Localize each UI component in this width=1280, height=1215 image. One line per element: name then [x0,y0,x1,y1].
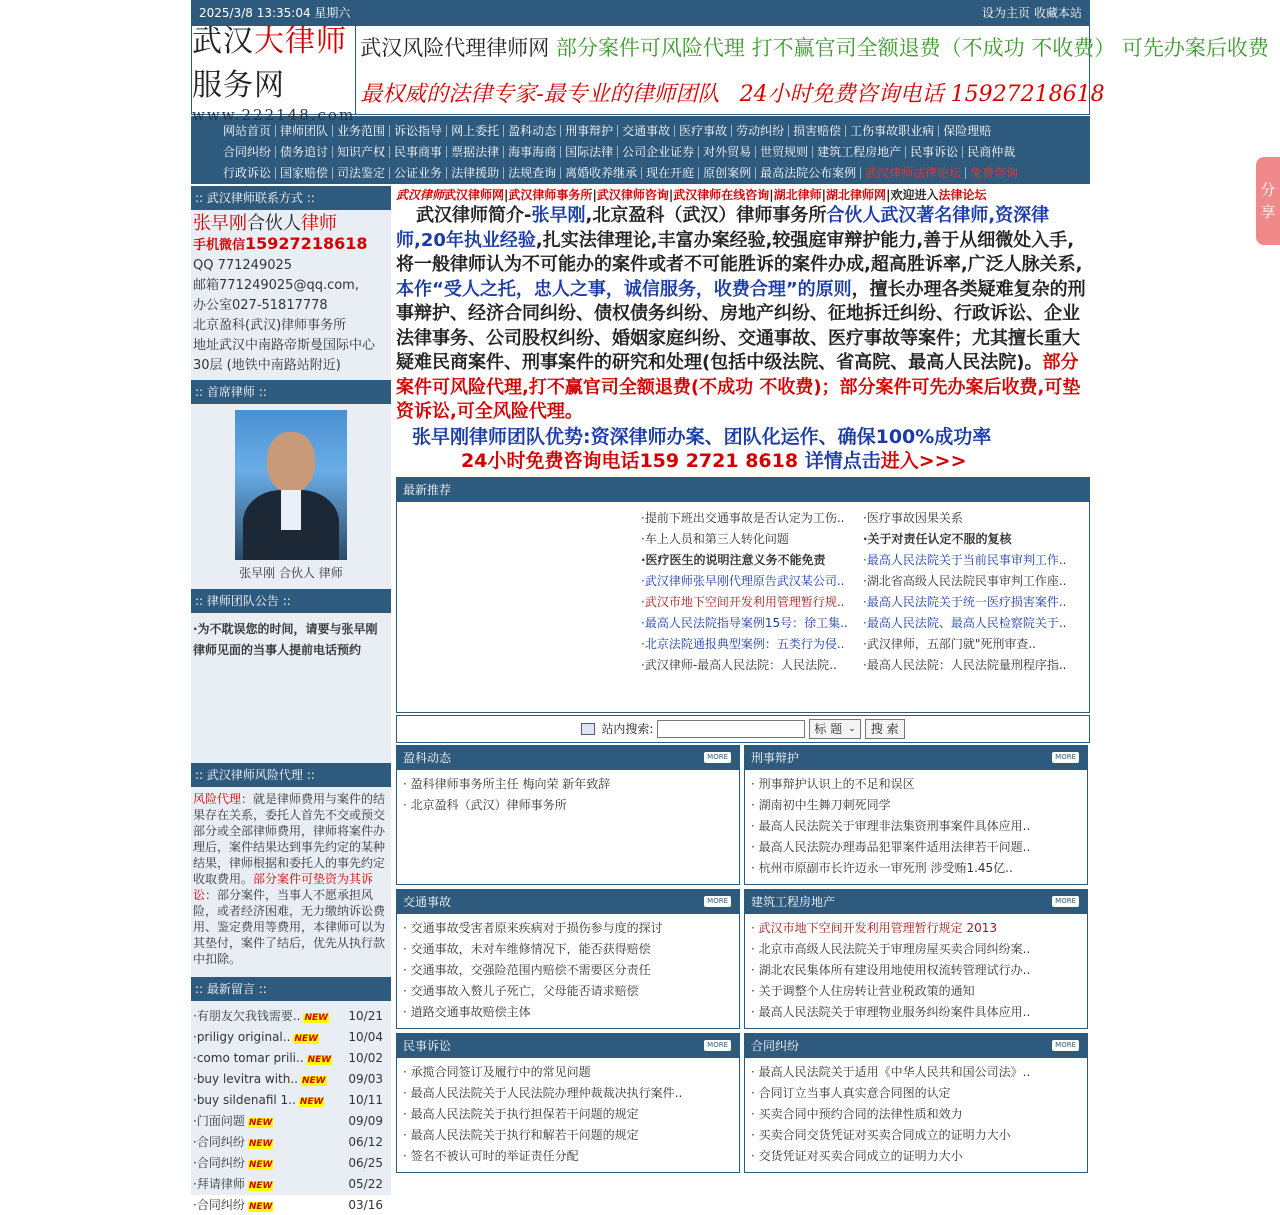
lawyer-role: 合伙人 [247,213,301,234]
message-text: ·buy sildenafil 1.. [193,1092,296,1107]
nav-item[interactable]: 医疗事故 [675,125,732,137]
message-item[interactable] [193,1089,391,1110]
category-box [744,745,1088,885]
category-list [397,770,739,816]
more-button[interactable]: MORE [704,896,731,907]
chevron-down-icon: ⌄ [848,723,856,734]
set-home-link[interactable]: 设为主页 [981,6,1030,20]
lawyer-title: 律师 [301,213,337,234]
message-text: ·合同纠纷 [193,1156,245,1170]
new-badge: NEW [248,1160,273,1170]
forum-link[interactable]: 法律论坛 [938,188,987,202]
nav-item[interactable]: 建筑工程房地产 [813,146,906,158]
category-item[interactable]: · 最高人民法院关于适用《中华人民共和国公司法》.. [751,1064,1031,1079]
category-item[interactable]: · 杭州市原副市长许迈永一审死刑 涉受贿1.45亿.. [751,860,1013,875]
slogan-risk: 部分案件可风险代理 打不赢官司全额退费（不成功 不收费） 可先办案后收费 [555,36,1269,60]
nav-item[interactable]: 最高法院公布案例 [756,167,861,179]
new-badge: NEW [299,1096,324,1107]
nav-item[interactable]: 武汉律师法律论坛 [861,167,966,179]
category-item[interactable]: · 湖南初中生舞刀刺死同学 [751,797,891,812]
nav-item[interactable]: 刑事辩护 [561,125,618,137]
message-date: 10/02 [348,1050,383,1065]
recommend-col [863,508,1085,676]
risk-text-1: ：就是律师费用与案件的结果存在关系，委托人首先不交或预交部分或全部律师费用，律师将案件办理后，案件结果达到事先约定的某种结果，律师根据和委托人的事先约定收取费用。 [193,792,386,886]
message-title [193,1154,273,1171]
phone-label: 手机微信 [193,238,246,253]
category-item[interactable]: · 湖北农民集体所有建设用地使用权流转管理试行办.. [751,962,1031,977]
category-item[interactable]: · 最高人民法院关于人民法院办理仲裁裁决执行案件.. [403,1085,683,1100]
message-title [193,1007,329,1024]
nav-row [219,120,1090,141]
message-date: 09/03 [348,1071,383,1086]
nav-item[interactable]: 世贸规则 [756,146,813,158]
nav-row [219,162,1090,183]
risk-label-2: 部分案件可垫资为其诉讼 [193,872,374,902]
category-box [744,889,1088,1029]
intro-text: ，擅长办理各类疑难复杂的刑事辩护、经济合同纠纷、债权债务纠纷、房地产纠纷、征地拆迁纠纷、行政诉讼、企业法律事务、公司股权纠纷、婚姻家庭纠纷、交通事故、医疗事故等案件；尤其擅长重大疑难民商案件、刑事案件的研究和处理(包括中级法院、省高院、最高人民法院)。 [396,278,1086,373]
category-header [745,890,1087,914]
category-list [397,1058,739,1167]
intro-text: 武汉律师简介- [416,205,532,226]
intro-risk: 部分案件可风险代理,打不赢官司全额退费(不成功 不收费)；部分案件可先办案后收费,可垫资诉讼,可全风险代理。 [396,352,1081,422]
enter-link[interactable]: 进入>>> [880,449,967,472]
bookmark-link[interactable]: 收藏本站 [1033,6,1082,20]
nav-item[interactable]: 工伤事故职业病 [846,125,939,137]
category-item[interactable]: · 关于调整个人住房转让营业税政策的通知 [751,983,975,998]
category-item[interactable]: · 交通事故，未对车维修情况下，能否获得赔偿 [403,941,651,956]
message-title [193,1093,324,1107]
nav-item[interactable]: 原创案例 [699,167,756,179]
banner [191,24,1269,124]
logo-url: www.222148.com [192,106,356,124]
category-title[interactable]: 盈科动态 [403,750,452,765]
category-item[interactable]: · 最高人民法院办理毒品犯罪案件适用法律若干问题.. [751,839,1031,854]
category-header [397,1034,739,1058]
category-item[interactable]: · 北京市高级人民法院关于审理房屋买卖合同纠纷案.. [751,941,1031,956]
logo-text-2: 大律师 [254,24,347,59]
category-header [745,1034,1087,1058]
recommend-item[interactable]: ·关于对责任认定不服的复核 [863,531,1012,546]
nav-item[interactable]: 交通事故 [618,125,675,137]
intro-text: ,北京盈科（武汉）律师事务所 [585,205,827,226]
message-item[interactable] [193,1026,391,1047]
search-button[interactable]: 搜 索 [865,719,905,739]
keyword-links: 武汉律师武汉律师网|武汉律师事务所|武汉律师咨询|武汉律师在线咨询|湖北律师|湖北律师网|欢迎进入法律论坛 [396,188,987,202]
intro-name: 张早刚 [531,205,586,226]
hotline: 24小时免费咨询电话159 2721 8618 [461,449,799,472]
nav-item[interactable]: 公司企业证券 [618,146,699,158]
nav-item[interactable]: 民商仲裁 [967,144,1016,159]
contact-info [191,210,391,380]
message-text: ·门面问题 [193,1114,245,1128]
new-badge: NEW [294,1033,318,1044]
photo-shirt [281,490,301,530]
recommend-item[interactable]: ·武汉律师-最高人民法院：人民法院.. [641,657,837,672]
more-button[interactable]: MORE [704,1040,731,1051]
category-item[interactable]: · 交通事故，交强险范围内赔偿不需要区分责任 [403,962,651,977]
phone-number[interactable]: 15927218618 [245,234,368,253]
recommend-item[interactable]: ·医疗医生的说明注意义务不能免责 [641,552,826,567]
message-date: 06/12 [348,1134,383,1149]
category-box [744,1033,1088,1173]
messages-header: :: 最新留言 :: [191,977,391,1001]
category-header [397,890,739,914]
notice-header: :: 律师团队公告 :: [191,589,391,613]
logo-text-3: 服务网 [192,68,285,103]
category-item[interactable]: · 刑事辩护认识上的不足和误区 [751,776,915,791]
logo-text-1: 武汉 [192,24,254,59]
message-text: ·合同纠纷 [193,1198,245,1212]
category-item[interactable]: · 武汉市地下空间开发利用管理暂行规定 2013 [751,920,997,935]
team-notice[interactable]: ·为不耽误您的时间，请要与张早刚律师见面的当事人提前电话预约 [193,622,378,657]
recommend-item[interactable]: ·武汉律师，五部门就"死刑审查.. [863,636,1036,651]
nav-item[interactable]: 诉讼指导 [390,125,447,137]
message-text: ·buy levitra with.. [193,1071,298,1086]
message-list [191,1001,391,1215]
category-title[interactable]: 建筑工程房地产 [751,894,836,909]
category-header [745,746,1087,770]
search-input[interactable] [657,720,805,738]
nav-item[interactable]: 知识产权 [333,146,390,158]
select-value: 标 题 [814,722,843,736]
main-content [396,186,1090,1173]
category-item[interactable]: · 最高人民法院关于执行担保若干问题的规定 [403,1106,639,1121]
address: 地址武汉中南路帝斯曼国际中心30层 (地铁中南路站附近) [193,338,376,373]
new-badge: NEW [307,1054,332,1065]
recommend-col [641,508,863,676]
more-button[interactable]: MORE [704,752,731,763]
new-badge: NEW [248,1139,273,1149]
category-item[interactable]: · 最高人民法院关于审理物业服务纠纷案件具体应用.. [751,1004,1031,1019]
message-text: ·合同纠纷 [193,1135,245,1149]
nav-item[interactable]: 合同纠纷 [219,146,276,158]
new-badge: NEW [302,1075,326,1086]
datetime: 2025/3/8 13:35:04 星期六 [199,6,351,20]
category-title[interactable]: 合同纠纷 [751,1038,800,1053]
new-badge: NEW [248,1181,273,1191]
recommend-title: 最新推荐 [403,482,452,497]
message-text: ·拜请律师 [193,1177,245,1191]
recommend-item[interactable]: ·医疗事故因果关系 [863,510,963,525]
photo-face [267,432,315,492]
recommend-item[interactable]: ·最高人民法院指导案例15号：徐工集.. [641,615,848,630]
nav-item[interactable]: 劳动纠纷 [732,125,789,137]
search-icon [581,723,595,735]
recommend-box [396,477,1090,713]
more-button[interactable]: MORE [1052,896,1079,907]
nav-row [219,141,1090,162]
message-text: ·有朋友欠我钱需要.. [193,1009,301,1023]
nav-item[interactable]: 债务追讨 [276,146,333,158]
share-text: 分 [1260,181,1276,199]
category-box [396,745,740,885]
recommend-item[interactable]: ·车上人员和第三人转化问题 [641,531,789,546]
risk-agency-text [191,787,391,971]
intro-principle: 本作“受人之托，忠人之事，诚信服务，收费合理”的原则 [396,278,852,300]
category-title[interactable]: 刑事辩护 [751,750,800,765]
slogan-hotline: 24小时免费咨询电话 15927218618 [739,82,1105,107]
kw-link[interactable]: 武汉律师 [396,188,445,202]
nav-item[interactable]: 对外贸易 [699,146,756,158]
message-date: 09/09 [348,1113,383,1128]
search-type-select[interactable] [809,719,860,739]
message-date: 10/21 [348,1008,383,1023]
message-text: ·como tomar prili.. [193,1050,304,1065]
message-date: 03/16 [348,1197,383,1212]
firm-name: 北京盈科(武汉)律师事务所 [193,318,347,333]
message-title [193,1196,273,1213]
category-item[interactable]: · 最高人民法院关于审理非法集资刑事案件具体应用.. [751,818,1031,833]
category-item[interactable]: · 盈科律师事务所主任 梅向荣 新年致辞 [403,776,611,791]
message-item[interactable] [193,1047,391,1068]
new-badge: NEW [248,1202,273,1212]
message-item[interactable] [193,1110,391,1131]
nav-item[interactable]: 现在开庭 [642,167,699,179]
office-phone: 办公室027-51817778 [193,298,328,313]
message-date: 10/11 [348,1092,383,1107]
hotline-line[interactable] [396,449,1090,473]
category-item[interactable]: · 北京盈科（武汉）律师事务所 [403,797,567,812]
nav-item[interactable]: 海事海商 [504,146,561,158]
nav-item[interactable]: 律师团队 [276,125,333,137]
share-text: 享 [1260,203,1276,221]
message-title [193,1133,273,1150]
category-item[interactable]: · 承揽合同签订及履行中的常见问题 [403,1064,591,1079]
nav-item[interactable]: 民事商事 [390,146,447,158]
category-item[interactable]: · 买卖合同中预约合同的法律性质和效力 [751,1106,963,1121]
message-item[interactable] [193,1194,391,1215]
nav-item[interactable]: 网站首页 [219,125,276,137]
contact-header: :: 武汉律师联系方式 :: [191,186,391,210]
photo-caption: 张早刚 合伙人 律师 [239,566,343,580]
message-title [193,1030,319,1044]
message-date: 06/25 [348,1155,383,1170]
main-nav [191,116,1090,184]
category-list [745,914,1087,1023]
category-header [397,746,739,770]
nav-item[interactable]: 民事诉讼 [906,146,963,158]
message-item[interactable] [193,1005,391,1026]
category-item[interactable]: · 交货凭证对买卖合同成立的证明力大小 [751,1148,963,1163]
message-title [193,1175,273,1192]
category-title[interactable]: 民事诉讼 [403,1038,452,1053]
nav-item[interactable]: 保险理赔 [943,123,992,138]
nav-item[interactable]: 免费咨询 [970,165,1019,180]
kw-link[interactable]: 武汉律师咨询 [596,188,669,202]
qq: QQ 771249025 [193,258,293,273]
welcome-text: 欢迎进入 [890,188,939,202]
kw-link[interactable]: 武汉律师事务所 [508,188,593,202]
more-button[interactable]: MORE [1052,1040,1079,1051]
nav-item[interactable]: 法规查询 [504,167,561,179]
recommend-item[interactable]: ·湖北省高级人民法院民事审判工作座.. [863,573,1067,588]
detail-link[interactable]: 详情点击 [804,449,881,472]
lawyer-name: 张早刚 [193,213,247,234]
more-button[interactable]: MORE [1052,752,1079,763]
recommend-item[interactable]: ·最高人民法院：人民法院量刑程序指.. [863,657,1067,672]
nav-item[interactable]: 损害赔偿 [789,125,846,137]
kw-link[interactable]: 武汉律师网 [444,188,505,202]
slogan-expert: 最权威的法律专家-最专业的律师团队 [360,82,720,107]
share-button[interactable] [1256,157,1280,245]
nav-item[interactable]: 盈科动态 [504,125,561,137]
nav-item[interactable]: 公证业务 [390,167,447,179]
recommend-item[interactable]: ·最高人民法院关于当前民事审判工作.. [863,552,1067,567]
recommend-item[interactable]: ·武汉市地下空间开发利用管理暂行规.. [641,594,845,609]
intro-text: ,扎实法律理论,丰富办案经验,较强庭审辩护能力,善于从细微处入手,将一般律师认为不可能办的案件或者不可能胜诉的案件办成,超高胜诉率,广泛人脉关系, [396,229,1083,275]
kw-link[interactable]: 湖北律师网 [826,188,887,202]
message-item[interactable] [193,1131,391,1152]
lawyer-intro [396,204,1090,425]
nav-item[interactable]: 法律援助 [447,167,504,179]
category-title[interactable]: 交通事故 [403,894,452,909]
category-item[interactable]: · 最高人民法院关于执行和解若干问题的规定 [403,1127,639,1142]
category-item[interactable]: · 道路交通事故赔偿主体 [403,1004,531,1019]
site-logo[interactable] [192,24,356,124]
category-item[interactable]: · 买卖合同交货凭证对买卖合同成立的证明力大小 [751,1127,1011,1142]
category-item[interactable]: · 签名不被认可时的举证责任分配 [403,1148,579,1163]
search-label: 站内搜索: [601,722,654,736]
risk-label: 风险代理 [193,792,242,806]
category-item[interactable]: · 交通事故入赘儿子死亡，父母能否请求赔偿 [403,983,639,998]
nav-item[interactable]: 司法鉴定 [333,167,390,179]
nav-item[interactable]: 行政诉讼 [219,167,276,179]
category-item[interactable]: · 合同订立当事人真实意合同图的认定 [751,1085,951,1100]
recommend-item[interactable]: ·北京法院通报典型案例：五类行为侵.. [641,636,845,651]
message-title [193,1072,327,1086]
chief-lawyer-header: :: 首席律师 :: [191,380,391,404]
recommend-item[interactable]: ·武汉律师张早刚代理原告武汉某公司.. [641,573,845,588]
risk-header: :: 武汉律师风险代理 :: [191,763,391,787]
message-text: ·priligy original.. [193,1029,291,1044]
page-wrapper [191,0,1269,1212]
banner-slogan [356,26,1273,114]
team-advantage: 张早刚律师团队优势:资深律师办案、团队化运作、确保100%成功率 [412,425,992,448]
category-list [745,770,1087,879]
recommend-item[interactable]: ·提前下班出交通事故是否认定为工伤.. [641,510,845,525]
kw-link[interactable]: 武汉律师在线咨询 [673,188,770,202]
kw-link[interactable]: 湖北律师 [773,188,822,202]
email[interactable]: 邮箱771249025@qq.com, [193,278,359,293]
nav-item[interactable]: 国家赔偿 [276,167,333,179]
nav-item[interactable]: 网上委托 [447,125,504,137]
category-list [745,1058,1087,1167]
site-search [396,715,1090,743]
message-title [193,1112,273,1129]
message-item[interactable] [193,1068,391,1089]
left-sidebar [191,186,391,1212]
new-badge: NEW [304,1013,329,1023]
message-date: 05/22 [348,1176,383,1191]
nav-item[interactable]: 业务范围 [333,125,390,137]
lawyer-photo[interactable] [235,410,347,560]
recommend-header [397,478,1089,502]
recommend-item[interactable]: ·最高人民法院关于统一医疗损害案件.. [863,594,1067,609]
intro-title: 合伙人武汉著名律师,资深律师,20年执业经验 [396,205,1050,251]
risk-text-2: ：部分案件，当事人不愿承担风险，或者经济困难，无力缴纳诉讼费用、鉴定费用等费用，本律师可以为其垫付，案件了结后，优先从执行款中扣除。 [193,888,386,966]
message-date: 10/04 [348,1029,383,1044]
message-item[interactable] [193,1173,391,1194]
slogan-site-name: 武汉风险代理律师网 [360,36,550,60]
category-item[interactable]: · 交通事故受害者原来疾病对于损伤参与度的探讨 [403,920,663,935]
category-list [397,914,739,1023]
category-box [396,889,740,1029]
message-item[interactable] [193,1152,391,1173]
nav-item[interactable]: 国际法律 [561,146,618,158]
category-grid [396,745,1090,1173]
category-box [396,1033,740,1173]
nav-item[interactable]: 票据法律 [447,146,504,158]
recommend-item[interactable]: ·最高人民法院、最高人民检察院关于.. [863,615,1067,630]
nav-item[interactable]: 离婚收养继承 [561,167,642,179]
message-title [193,1051,332,1065]
new-badge: NEW [248,1118,273,1128]
